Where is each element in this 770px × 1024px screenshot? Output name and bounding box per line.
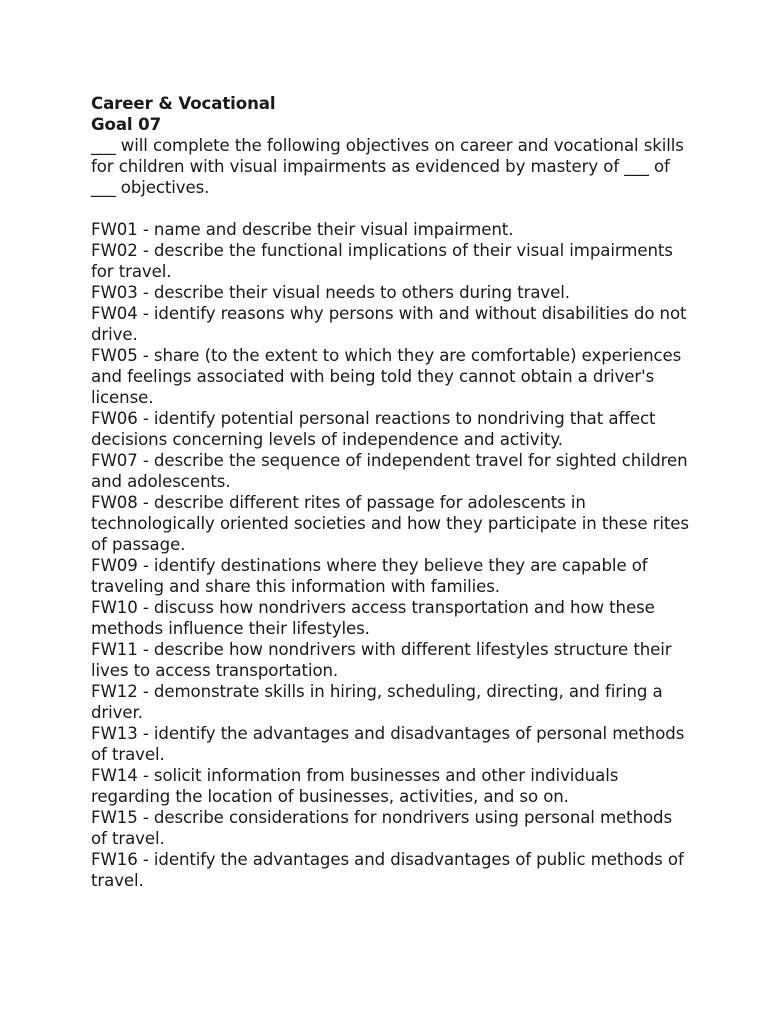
objective-item: FW14 - solicit information from businesses and other individuals regarding the location of businesses, activities, and so on.	[91, 766, 619, 806]
document-heading-category: Career & Vocational	[91, 94, 276, 113]
objective-item: FW06 - identify potential personal reactions to nondriving that affect decisions concerning levels of independence and activity.	[91, 409, 656, 449]
objective-item: FW12 - demonstrate skills in hiring, scheduling, directing, and firing a driver.	[91, 682, 663, 722]
objective-item: FW09 - identify destinations where they believe they are capable of traveling and share this information with families.	[91, 556, 648, 596]
objective-item: FW08 - describe different rites of passage for adolescents in technologically oriented societies and how they participate in these rites of passage.	[91, 493, 689, 554]
objective-item: FW10 - discuss how nondrivers access transportation and how these methods influence their lifestyles.	[91, 598, 655, 638]
objective-item: FW04 - identify reasons why persons with and without disabilities do not drive.	[91, 304, 687, 344]
objective-item: FW03 - describe their visual needs to others during travel.	[91, 283, 570, 302]
objectives-list	[91, 219, 691, 891]
document-heading-goal: Goal 07	[91, 115, 162, 134]
document-page	[91, 93, 691, 891]
objective-item: FW05 - share (to the extent to which they are comfortable) experiences and feelings associated with being told they cannot obtain a driver's license.	[91, 346, 682, 407]
objective-item: FW07 - describe the sequence of independent travel for sighted children and adolescents.	[91, 451, 688, 491]
objective-item: FW13 - identify the advantages and disadvantages of personal methods of travel.	[91, 724, 685, 764]
objective-item: FW02 - describe the functional implications of their visual impairments for travel.	[91, 241, 673, 281]
objective-item: FW15 - describe considerations for nondrivers using personal methods of travel.	[91, 808, 673, 848]
objective-item: FW01 - name and describe their visual impairment.	[91, 220, 514, 239]
objective-item: FW16 - identify the advantages and disadvantages of public methods of travel.	[91, 850, 684, 890]
goal-intro-paragraph: ___ will complete the following objectives on career and vocational skills for children with visual impairments as evidenced by mastery of ___ of ___ objectives.	[91, 136, 684, 197]
objective-item: FW11 - describe how nondrivers with different lifestyles structure their lives to access transportation.	[91, 640, 672, 680]
